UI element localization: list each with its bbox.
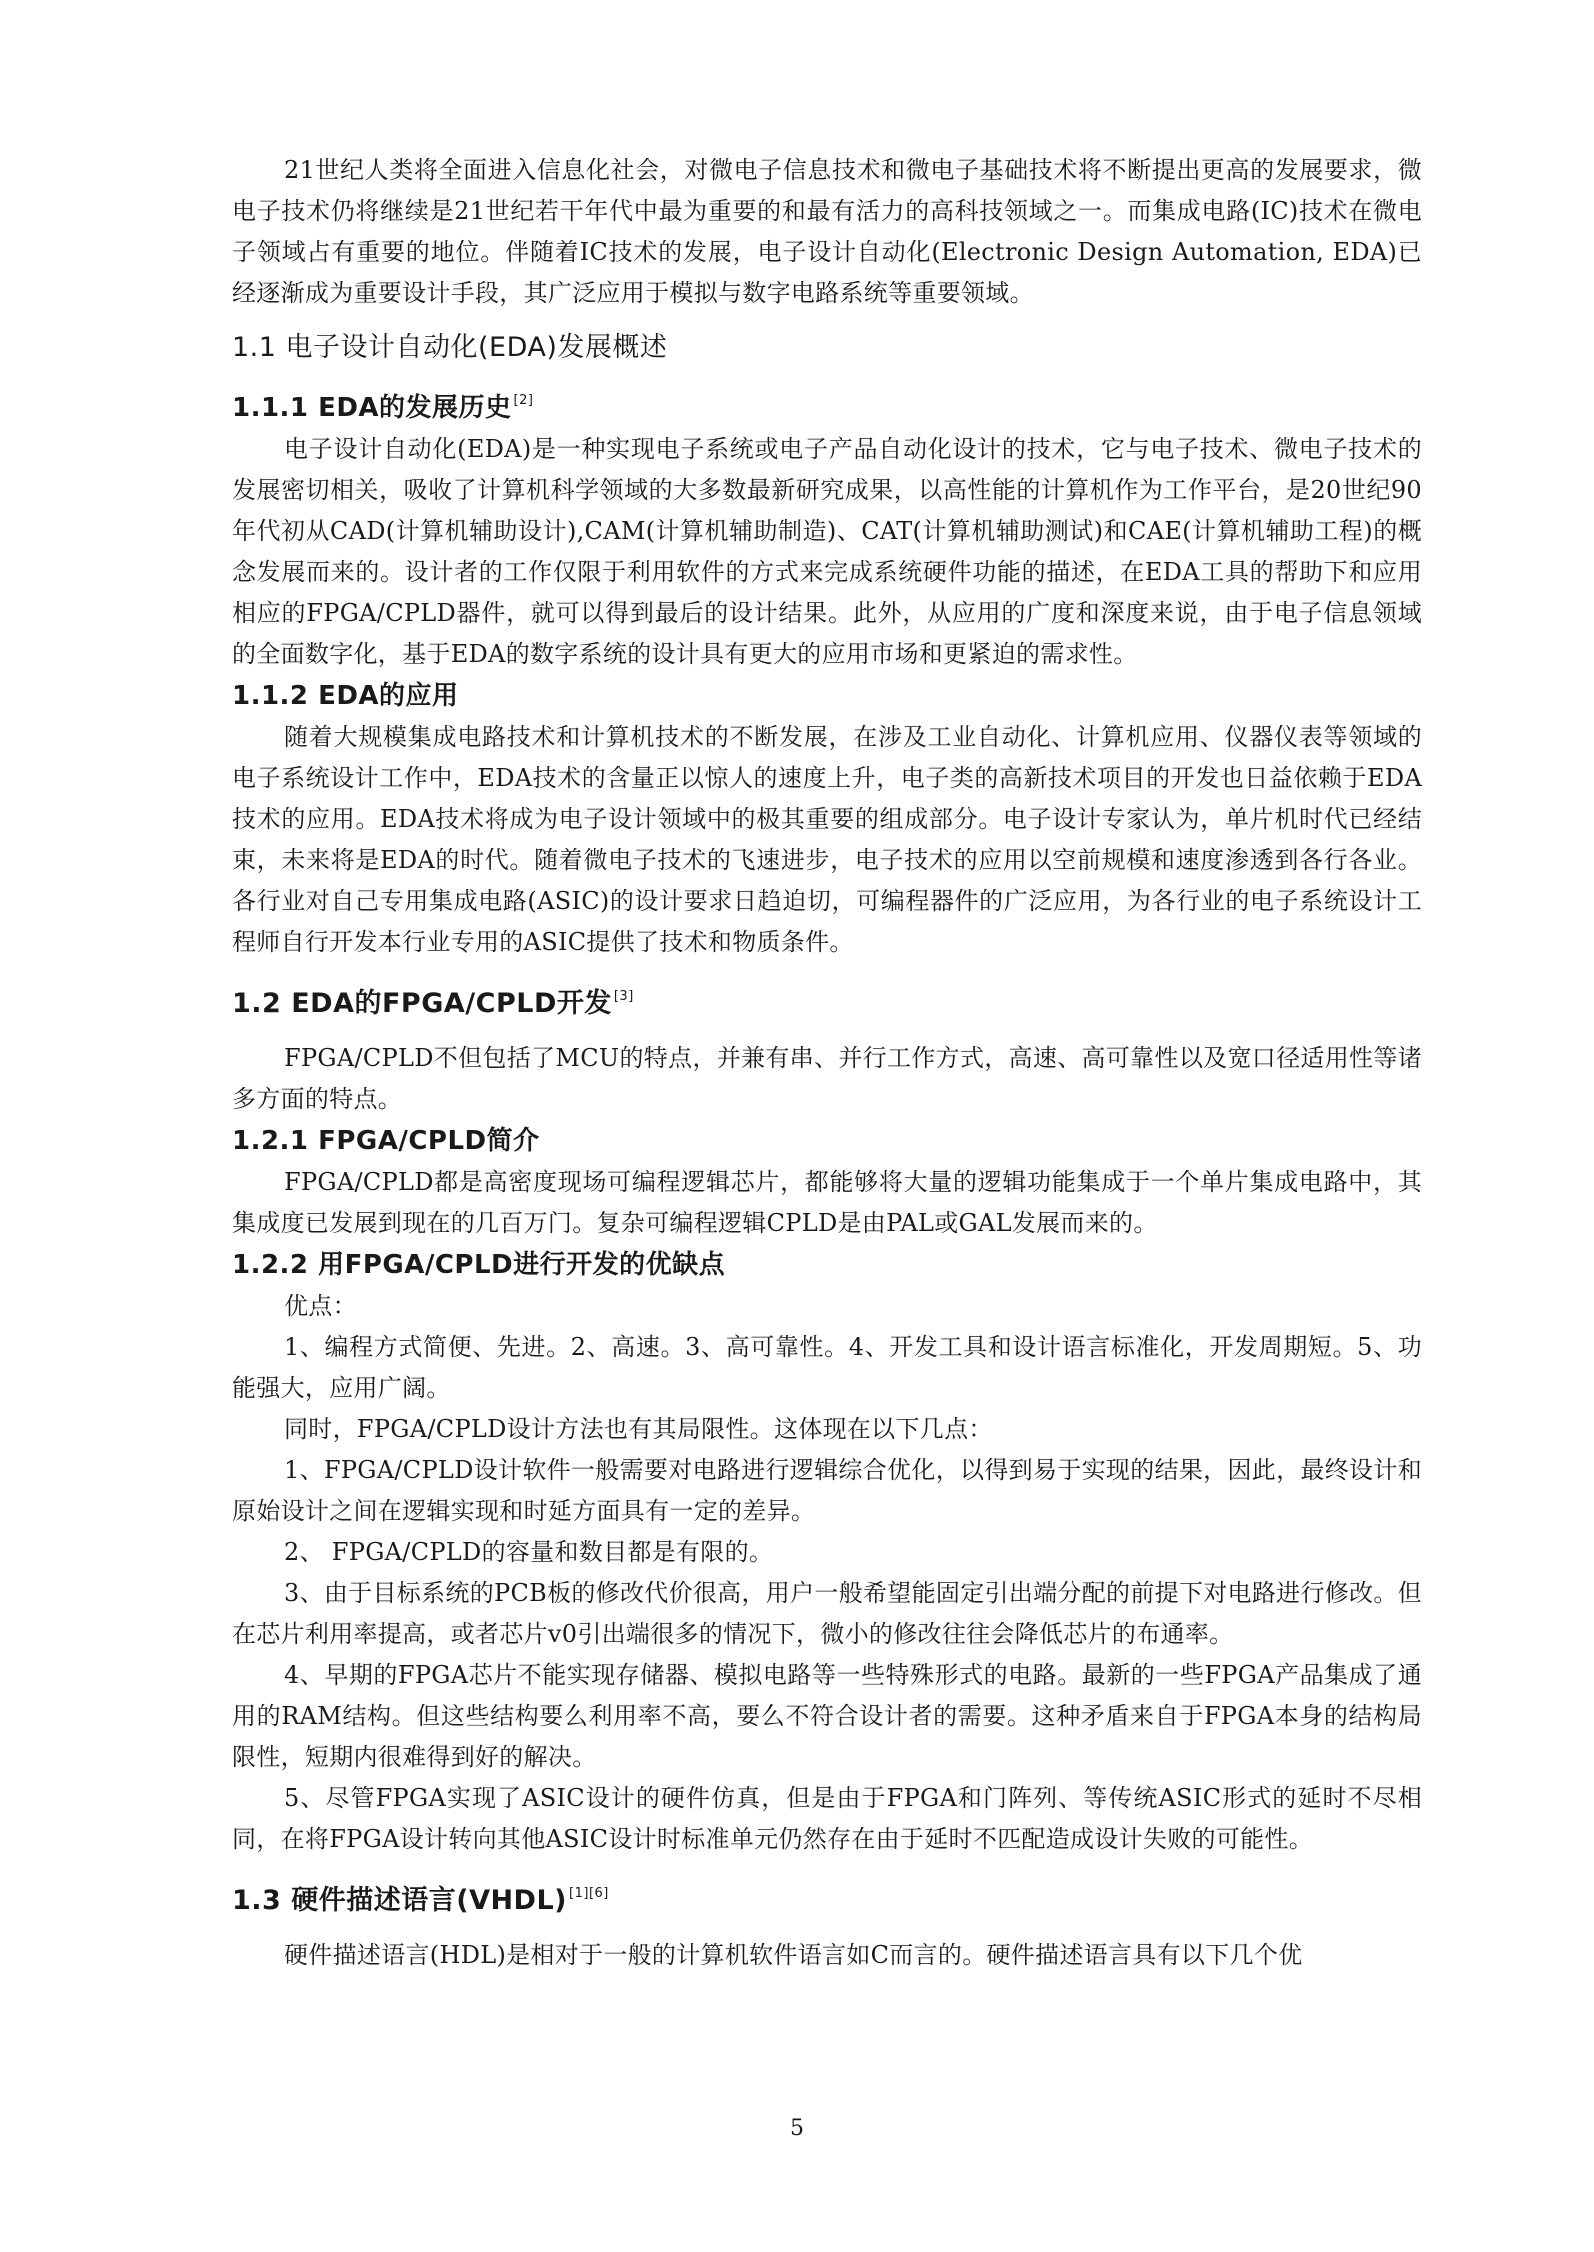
- limitation-item-1: 1、FPGA/CPLD设计软件一般需要对电路进行逻辑综合优化，以得到易于实现的结果，因此，最终设计和原始设计之间在逻辑实现和时延方面具有一定的差异。: [232, 1456, 1422, 1525]
- section-1-2-1-heading: 1.2.1 FPGA/CPLD简介: [232, 1126, 540, 1156]
- limitation-item-3: 3、由于目标系统的PCB板的修改代价很高，用户一般希望能固定引出端分配的前提下对电路进行修改。但在芯片利用率提高，或者芯片v0引出端很多的情况下，微小的修改往往会降低芯片的布通率。: [232, 1579, 1422, 1648]
- section-1-3-heading: [232, 1874, 1422, 1921]
- page-number: 5: [790, 2116, 804, 2141]
- citation-ref: [3]: [613, 989, 634, 1004]
- section-1-1-1-body: 电子设计自动化(EDA)是一种实现电子系统或电子产品自动化设计的技术，它与电子技术、微电子技术的发展密切相关，吸收了计算机科学领域的大多数最新研究成果，以高性能的计算机作为工作平台，是20世纪90年代初从CAD(计算机辅助设计),CAM(计算机辅助制造)、CAT(计算机辅助测试)和CAE(计算机辅助工程)的概念发展而来的。设计者的工作仅限于利用软件的方式来完成系统硬件功能的描述，在EDA工具的帮助下和应用相应的FPGA/CPLD器件，就可以得到最后的设计结果。此外，从应用的广度和深度来说，由于电子信息领域的全面数字化，基于EDA的数字系统的设计具有更大的应用市场和更紧迫的需求性。: [232, 435, 1422, 668]
- section-1-2-heading: [232, 977, 1422, 1024]
- section-1-2-title: 1.2 EDA的FPGA/CPLD开发: [232, 988, 612, 1019]
- advantages-list: 1、编程方式简便、先进。2、高速。3、高可靠性。4、开发工具和设计语言标准化，开发周期短。5、功能强大，应用广阔。: [232, 1333, 1422, 1402]
- citation-ref: [2]: [513, 393, 534, 408]
- page-content: [232, 150, 1422, 1976]
- section-1-1-heading: 1.1 电子设计自动化(EDA)发展概述: [232, 332, 668, 363]
- limitations-intro: 同时，FPGA/CPLD设计方法也有其局限性。这体现在以下几点：: [284, 1415, 993, 1443]
- advantages-label: 优点：: [284, 1292, 357, 1320]
- section-1-1-2-body: 随着大规模集成电路技术和计算机技术的不断发展，在涉及工业自动化、计算机应用、仪器仪表等领域的电子系统设计工作中，EDA技术的含量正以惊人的速度上升，电子类的高新技术项目的开发也日益依赖于EDA技术的应用。EDA技术将成为电子设计领域中的极其重要的组成部分。电子设计专家认为，单片机时代已经结束，未来将是EDA的时代。随着微电子技术的飞速进步，电子技术的应用以空前规模和速度渗透到各行各业。各行业对自己专用集成电路(ASIC)的设计要求日趋迫切，可编程器件的广泛应用，为各行业的电子系统设计工程师自行开发本行业专用的ASIC提供了技术和物质条件。: [232, 723, 1422, 956]
- citation-ref: [1][6]: [569, 1886, 609, 1901]
- section-1-1-2-heading: 1.1.2 EDA的应用: [232, 681, 459, 711]
- section-1-2-2-heading: 1.2.2 用FPGA/CPLD进行开发的优缺点: [232, 1250, 726, 1280]
- section-1-3-title: 1.3 硬件描述语言(VHDL): [232, 1885, 568, 1916]
- section-1-2-1-body: FPGA/CPLD都是高密度现场可编程逻辑芯片，都能够将大量的逻辑功能集成于一个单片集成电路中，其集成度已发展到现在的几百万门。复杂可编程逻辑CPLD是由PAL或GAL发展而来的。: [232, 1168, 1422, 1237]
- limitation-item-2: 2、 FPGA/CPLD的容量和数目都是有限的。: [284, 1538, 774, 1566]
- intro-paragraph: 21世纪人类将全面进入信息化社会，对微电子信息技术和微电子基础技术将不断提出更高的发展要求，微电子技术仍将继续是21世纪若干年代中最为重要的和最有活力的高科技领域之一。而集成电路(IC)技术在微电子领域占有重要的地位。伴随着IC技术的发展，电子设计自动化(Electronic Design Automation, EDA)已经逐渐成为重要设计手段，其广泛应用于模拟与数字电路系统等重要领域。: [232, 156, 1422, 307]
- section-1-1-1-heading: [232, 382, 1422, 427]
- limitation-item-4: 4、早期的FPGA芯片不能实现存储器、模拟电路等一些特殊形式的电路。最新的一些FPGA产品集成了通用的RAM结构。但这些结构要么利用率不高，要么不符合设计者的需要。这种矛盾来自于FPGA本身的结构局限性，短期内很难得到好的解决。: [232, 1661, 1422, 1771]
- section-1-2-body: FPGA/CPLD不但包括了MCU的特点，并兼有串、并行工作方式，高速、高可靠性以及宽口径适用性等诸多方面的特点。: [232, 1044, 1422, 1113]
- limitation-item-5: 5、尽管FPGA实现了ASIC设计的硬件仿真，但是由于FPGA和门阵列、等传统ASIC形式的延时不尽相同，在将FPGA设计转向其他ASIC设计时标准单元仍然存在由于延时不匹配造成设计失败的可能性。: [232, 1784, 1422, 1853]
- section-1-1-1-title: 1.1.1 EDA的发展历史: [232, 393, 512, 423]
- section-1-3-body: 硬件描述语言(HDL)是相对于一般的计算机软件语言如C而言的。硬件描述语言具有以下几个优: [284, 1941, 1303, 1969]
